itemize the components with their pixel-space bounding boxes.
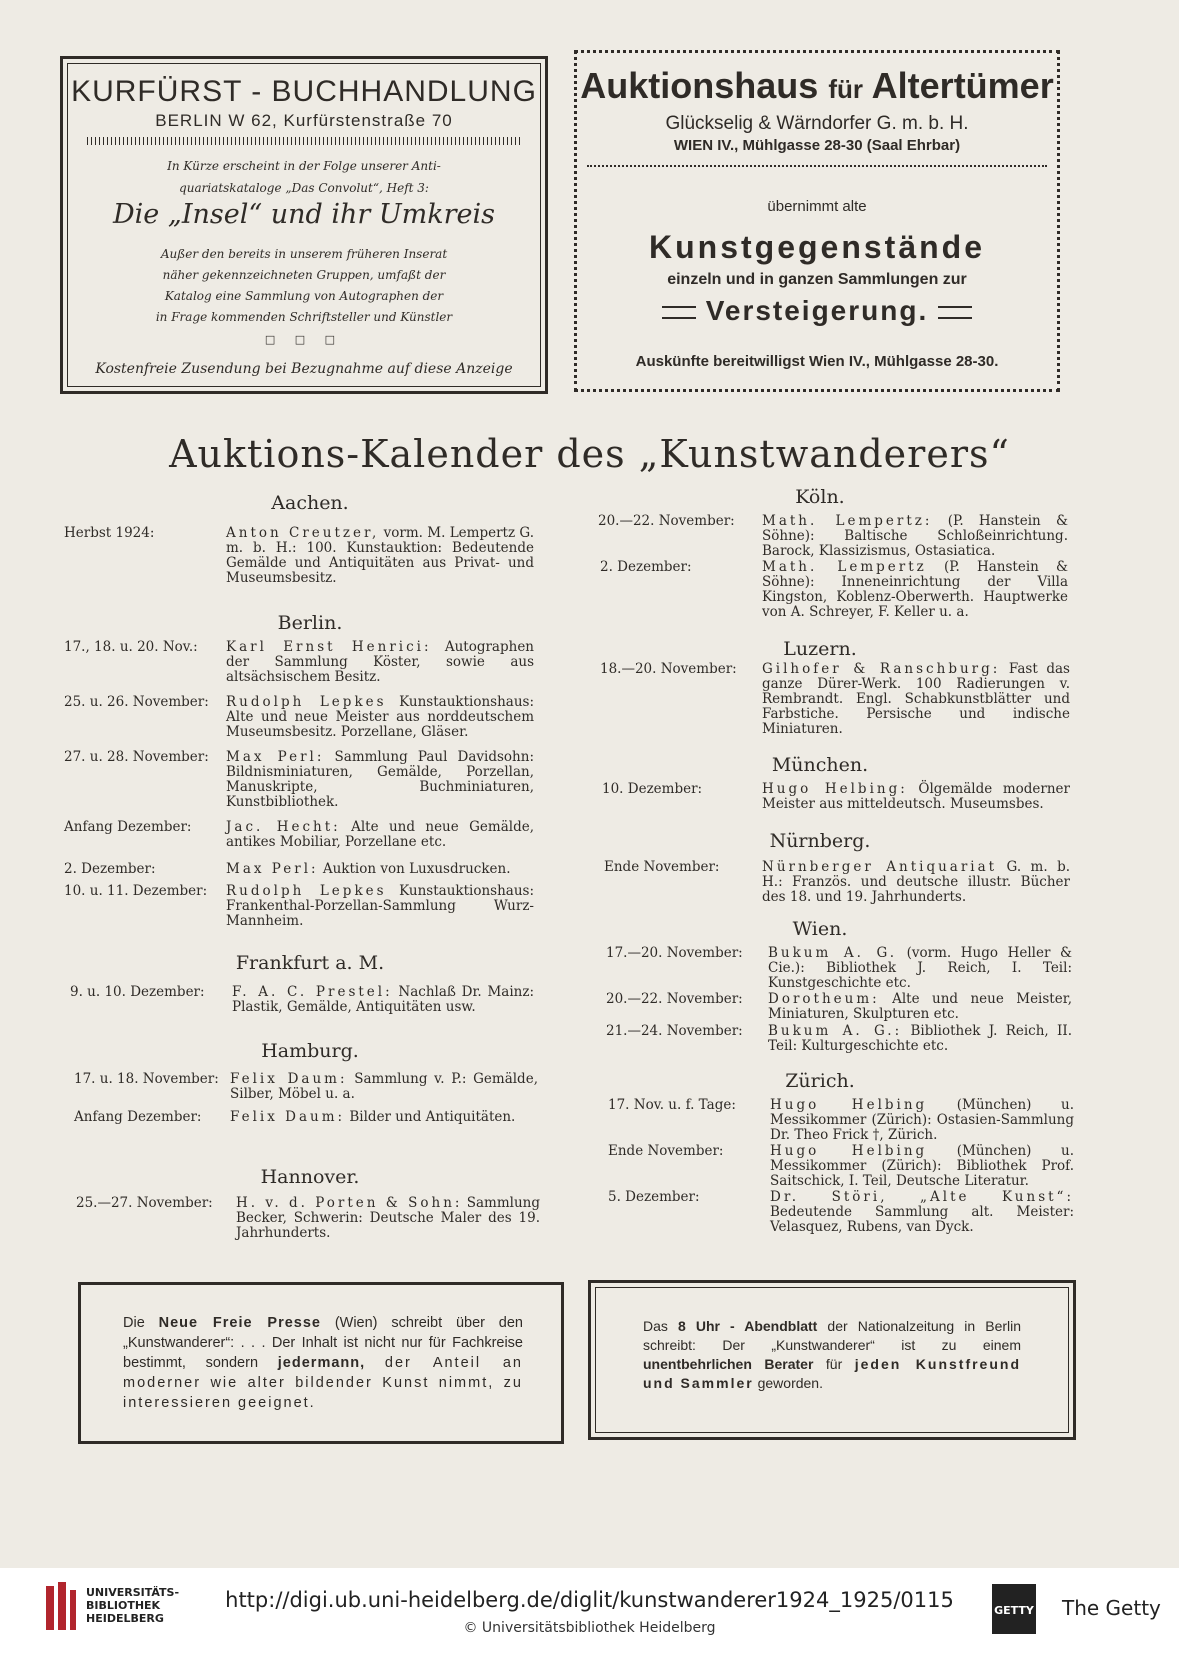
ad-left-intro-line: In Kürze erscheint in der Folge unserer Anti- <box>167 159 441 173</box>
entry-date: Ende November: <box>604 859 720 875</box>
quote-part: Die <box>123 1315 145 1331</box>
entry-date: 25. u. 26. November: <box>64 694 209 710</box>
city-heading-muenchen: München. <box>771 754 869 776</box>
entry-text <box>230 1072 538 1102</box>
entry-text <box>770 1098 1074 1143</box>
ad-left-body-line: in Frage kommenden Schriftsteller und Künstler <box>155 310 453 324</box>
entry-text <box>236 1196 540 1241</box>
entry-text <box>762 662 1070 737</box>
uni-line: HEIDELBERG <box>86 1612 164 1625</box>
entry-date: 9. u. 10. Dezember: <box>70 984 205 1000</box>
entry-text <box>768 992 1072 1022</box>
ad-right-offer: übernimmt alte <box>767 198 867 215</box>
bars-ornament-left <box>662 306 696 319</box>
ad-left-body-line: Außer den bereits in unserem früheren Inserat <box>160 247 448 261</box>
entry-description: Alte und neue Gemälde, antikes Mobiliar, Porzellane etc. <box>226 819 534 850</box>
entry-name: Gilhofer & Ranschburg: <box>762 661 1001 677</box>
city-heading-koeln: Köln. <box>795 486 845 508</box>
entry-text <box>232 985 534 1015</box>
entry-description: Kunstauktionshaus: Frankenthal-Porzellan-Sammlung Wurz-Mannheim. <box>226 883 534 929</box>
ad-left-ornament-rule <box>87 137 521 145</box>
ad-right-company: Glückselig & Wärndorfer G. m. b. H. <box>665 113 969 134</box>
quote-part: geworden. <box>757 1375 823 1391</box>
digitization-footer <box>0 1568 1179 1654</box>
entry-text <box>230 1110 538 1125</box>
city-heading-frankfurt: Frankfurt a. M. <box>235 952 385 974</box>
ad-left-headline: Die „Insel“ und ihr Umkreis <box>113 199 495 230</box>
entry-name: Math. Lempertz <box>762 559 927 575</box>
ad-right-divider <box>587 165 1047 167</box>
entry-date: 27. u. 28. November: <box>64 749 209 765</box>
ad-right-info: Auskünfte bereitwilligst Wien IV., Mühlgasse 28-30. <box>635 353 999 370</box>
quote-source: Neue Freie Presse <box>158 1315 321 1331</box>
entry-date: Anfang Dezember: <box>74 1109 202 1125</box>
entry-text <box>226 884 534 929</box>
getty-logo-text: GETTY <box>994 1604 1034 1617</box>
entry-description: Fast das ganze Dürer-Werk. 100 Radierungen v. Rembrandt. Engl. Schabkunstblätter und Farbstiche. Persische und indische Miniaturen. <box>762 661 1070 737</box>
entry-description: (P. Hanstein & Söhne): Inneneinrichtung der Villa Kingston, Koblenz-Oberwerth. Hauptwerke von A. Schreyer, F. Keller u. a. <box>762 559 1068 620</box>
entry-name: Hugo Helbing <box>770 1097 928 1113</box>
entry-name: F. A. C. Prestel: <box>232 984 393 1000</box>
city-heading-hamburg: Hamburg. <box>261 1040 359 1062</box>
entry-text <box>762 860 1070 905</box>
quote-box-neue-freie-presse <box>78 1282 564 1444</box>
entry-description: Autographen der Sammlung Köster, sowie aus altsächsischem Besitz. <box>226 639 535 685</box>
ad-right-title-c: Altertümer <box>871 65 1054 106</box>
entry-name: Math. Lempertz: <box>762 513 933 529</box>
entry-description: Sammlung Paul Davidsohn: Bildnisminiaturen, Gemälde, Porzellan, Manuskripte, Buchminiaturen, Kunstbibliothek. <box>226 749 534 810</box>
entry-text <box>770 1190 1074 1235</box>
entry-date: 2. Dezember: <box>600 559 692 575</box>
entry-text <box>768 1024 1072 1054</box>
entry-text <box>768 946 1072 991</box>
ad-left-intro <box>93 155 515 199</box>
ad-right-title <box>577 65 1057 107</box>
entry-text <box>226 862 534 877</box>
ad-right-big: Kunstgegenstände <box>648 229 986 265</box>
entry-name: Karl Ernst Henrici: <box>226 639 432 655</box>
quote-part: der Nationalzeitung in Berlin schreibt: Der „Kunstwanderer“ ist zu einem <box>643 1318 1022 1353</box>
entry-description: Auktion von Luxusdrucken. <box>322 861 511 877</box>
quote-text <box>643 1317 1021 1393</box>
entry-date: 18.—20. November: <box>600 661 737 677</box>
ad-left-ornament: □ □ □ <box>264 333 344 346</box>
ad-right-title-a: Auktionshaus <box>580 65 819 106</box>
entry-text <box>226 526 534 586</box>
ad-left-body-line: näher gekennzeichneten Gruppen, umfaßt der <box>162 268 446 282</box>
ad-right-address: WIEN IV., Mühlgasse 28-30 (Saal Ehrbar) <box>673 137 961 154</box>
quote-part: (Wien) schreibt über den „Kunstwanderer“: . . . Der Inhalt ist nicht nur für Fachkreise bestimmt, sondern <box>123 1315 524 1371</box>
entry-date: 10. u. 11. Dezember: <box>64 883 208 899</box>
city-heading-zuerich: Zürich. <box>785 1070 855 1092</box>
ad-right-sub: einzeln und in ganzen Sammlungen zur <box>667 271 967 288</box>
entry-date: 20.—22. November: <box>598 513 735 529</box>
uni-line: UNIVERSITÄTS- <box>86 1586 180 1599</box>
entry-date: 10. Dezember: <box>602 781 703 797</box>
ad-left-intro-line: quariatskataloge „Das Convolut“, Heft 3: <box>179 181 429 195</box>
quote-part: Das <box>643 1318 668 1334</box>
entry-name: Felix Daum: <box>230 1109 346 1125</box>
entry-name: Max Perl: <box>226 861 319 877</box>
city-heading-aachen: Aachen. <box>271 492 349 514</box>
city-heading-berlin: Berlin. <box>277 612 343 634</box>
source-url-link[interactable]: http://digi.ub.uni-heidelberg.de/diglit/kunstwanderer1924_1925/0115 <box>225 1588 954 1612</box>
entry-date: 17. u. 18. November: <box>74 1071 219 1087</box>
getty-name: The Getty <box>1062 1596 1161 1620</box>
entry-name: Hugo Helbing <box>770 1143 928 1159</box>
ad-left-title: KURFÜRST - BUCHHANDLUNG <box>71 75 537 108</box>
city-heading-wien: Wien. <box>792 918 848 940</box>
entry-date: 17.—20. November: <box>606 945 743 961</box>
entry-date: 17. Nov. u. f. Tage: <box>608 1097 736 1113</box>
quote-part: der Anteil an moderner wie alter bildender Kunst nimmt, zu interessieren geeignet. <box>123 1355 523 1411</box>
entry-text <box>226 695 534 740</box>
entry-text <box>226 750 534 810</box>
page-title: Auktions-Kalender des „Kunstwanderers“ <box>169 432 1010 476</box>
city-heading-hannover: Hannover. <box>260 1166 360 1188</box>
ad-right-verst-text: Versteigerung. <box>705 295 929 326</box>
quote-text <box>123 1313 523 1413</box>
quote-part: für <box>825 1356 843 1372</box>
entry-date: 21.—24. November: <box>606 1023 743 1039</box>
ad-right-title-b: für <box>828 74 863 104</box>
copyright-notice: © Universitätsbibliothek Heidelberg <box>463 1620 716 1636</box>
entry-date: 2. Dezember: <box>64 861 156 877</box>
entry-description: Alte und neue Meister, Miniaturen, Skulpturen etc. <box>768 991 1072 1022</box>
entry-date: Herbst 1924: <box>64 525 155 541</box>
entry-description: Ölgemälde moderner Meister aus mitteldeutsch. Museumsbes. <box>762 781 1070 812</box>
entry-description: vorm. M. Lempertz G. m. b. H.: 100. Kunstauktion: Bedeutende Gemälde und Antiquitäten aus Privat- und Museumsbesitz. <box>226 525 534 586</box>
entry-description: Kunstauktionshaus: Alte und neue Meister aus norddeutschem Museumsbesitz. Porzellane, Gläser. <box>226 694 534 740</box>
entry-description: Sammlung v. P.: Gemälde, Silber, Möbel u. a. <box>230 1071 538 1102</box>
entry-date: Ende November: <box>608 1143 724 1159</box>
getty-logo-icon <box>992 1584 1036 1634</box>
entry-description: (P. Hanstein & Söhne): Baltische Schloßeinrichtung. Barock, Klassizismus, Ostasiatica. <box>762 513 1068 559</box>
entry-text <box>762 560 1068 620</box>
entry-date: 5. Dezember: <box>608 1189 700 1205</box>
quote-emphasis: jedermann, <box>277 1355 366 1371</box>
entry-name: Dr. Störi, „Alte Kunst“: <box>770 1189 1074 1205</box>
entry-text <box>770 1144 1074 1189</box>
entry-date: 25.—27. November: <box>76 1195 213 1211</box>
entry-name: Rudolph Lepkes <box>226 883 387 899</box>
quote-emphasis: jeden Kunstfreund und Sammler <box>643 1356 1021 1391</box>
ad-auktionshaus <box>574 50 1060 392</box>
entry-description: (München) u. Messikommer (Zürich): Ostasien-Sammlung Dr. Theo Frick †, Zürich. <box>770 1097 1075 1143</box>
entry-description: Bilder und Antiquitäten. <box>349 1109 516 1125</box>
entry-description: (München) u. Messikommer (Zürich): Bibliothek Prof. Saitschick, I. Teil, Deutsche Literatur. <box>770 1143 1075 1189</box>
entry-name: Dorotheum: <box>768 991 880 1007</box>
entry-text <box>762 514 1068 559</box>
uni-line: BIBLIOTHEK <box>86 1599 161 1612</box>
entry-name: Nürnberger Antiquariat <box>762 859 998 875</box>
city-heading-nuernberg: Nürnberg. <box>769 830 871 852</box>
entry-date: 17., 18. u. 20. Nov.: <box>64 639 198 655</box>
entry-text <box>226 640 534 685</box>
ad-left-body <box>123 244 485 328</box>
entry-description: Nachlaß Dr. Mainz: Plastik, Gemälde, Antiquitäten usw. <box>232 984 534 1015</box>
entry-name: Max Perl: <box>226 749 325 765</box>
entry-name: Jac. Hecht: <box>226 819 341 835</box>
entry-name: Bukum A. G. <box>768 945 898 961</box>
ad-kurfuerst-buchhandlung <box>60 56 548 394</box>
entry-text <box>762 782 1070 812</box>
entry-name: Rudolph Lepkes <box>226 694 387 710</box>
entry-description: Bibliothek J. Reich, II. Teil: Kulturgeschichte etc. <box>768 1023 1072 1054</box>
entry-description: Bedeutende Sammlung alt. Meister: Velasquez, Rubens, van Dyck. <box>770 1204 1074 1235</box>
ad-right-versteigerung <box>577 295 1057 327</box>
ad-left-address: BERLIN W 62, Kurfürstenstraße 70 <box>155 111 453 130</box>
quote-box-abendblatt <box>588 1280 1076 1440</box>
entry-date: 20.—22. November: <box>606 991 743 1007</box>
entry-date: Anfang Dezember: <box>64 819 192 835</box>
city-heading-luzern: Luzern. <box>783 638 857 660</box>
entry-name: Hugo Helbing: <box>762 781 908 797</box>
bars-ornament-right <box>938 306 972 319</box>
quote-emphasis: unentbehrlichen Berater <box>643 1356 814 1372</box>
entry-description: (vorm. Hugo Heller & Cie.): Bibliothek J. Reich, I. Teil: Kunstgeschichte etc. <box>768 945 1072 991</box>
quote-source: 8 Uhr - Abendblatt <box>677 1318 818 1334</box>
entry-name: Anton Creutzer, <box>226 525 380 541</box>
entry-name: Felix Daum: <box>230 1071 348 1087</box>
entry-name: Bukum A. G.: <box>768 1023 903 1039</box>
entry-description: G. m. b. H.: Französ. und deutsche illustr. Bücher des 18. und 19. Jahrhunderts. <box>762 859 1070 905</box>
entry-description: Sammlung Becker, Schwerin: Deutsche Maler des 19. Jahrhunderts. <box>236 1195 540 1241</box>
entry-text <box>226 820 534 850</box>
entry-name: H. v. d. Porten & Sohn: <box>236 1195 463 1211</box>
ad-left-footer: Kostenfreie Zusendung bei Bezugnahme auf diese Anzeige <box>95 361 513 377</box>
ad-left-body-line: Katalog eine Sammlung von Autographen der <box>164 289 444 303</box>
